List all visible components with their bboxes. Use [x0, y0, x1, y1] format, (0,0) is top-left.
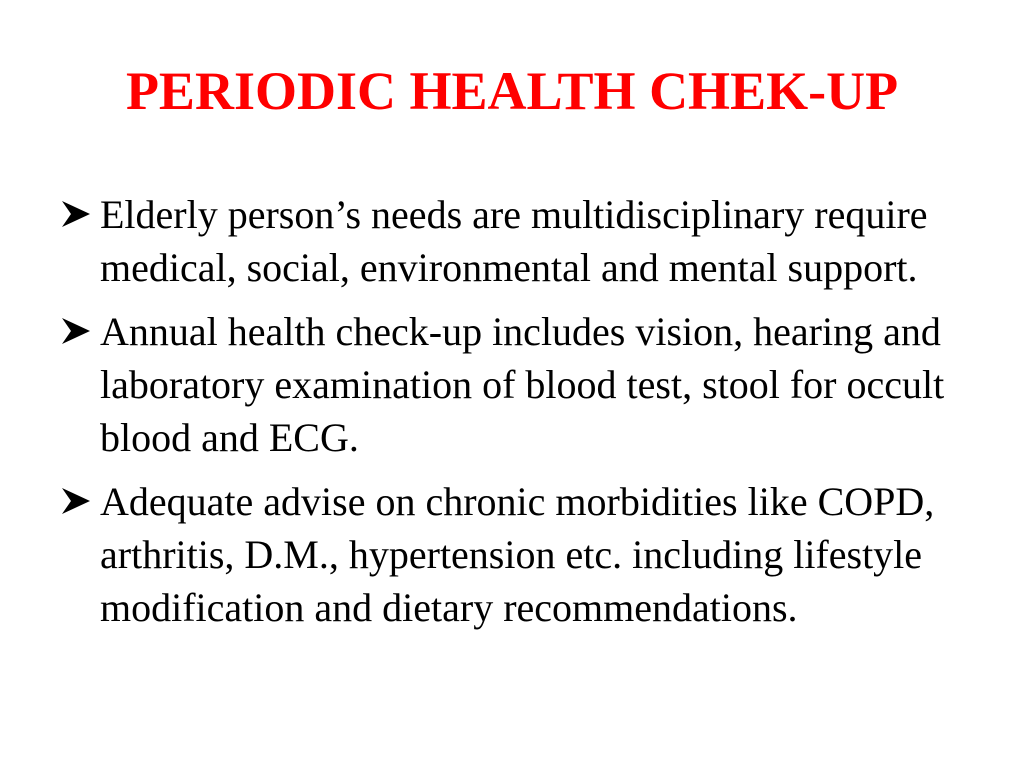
bullet-text: Adequate advise on chronic morbidities like COPD, arthritis, D.M., hypertension etc. including lifestyle modification and dietary recommendations.: [100, 479, 935, 630]
bullet-text: Annual health check-up includes vision, hearing and laboratory examination of blood test, stool for occult blood and ECG.: [100, 309, 945, 460]
bullet-item-1: [60, 188, 960, 294]
arrowhead-bullet-icon: [60, 316, 94, 346]
bullet-item-2: [60, 305, 960, 464]
arrowhead-bullet-icon: [60, 199, 94, 229]
slide-title: PERIODIC HEALTH CHEK-UP: [125, 61, 899, 121]
bullet-item-3: [60, 475, 960, 634]
bullet-text: Elderly person’s needs are multidisciplinary require medical, social, environmental and mental support.: [100, 192, 928, 290]
arrowhead-bullet-icon: [60, 486, 94, 516]
bullet-list: [60, 188, 960, 645]
